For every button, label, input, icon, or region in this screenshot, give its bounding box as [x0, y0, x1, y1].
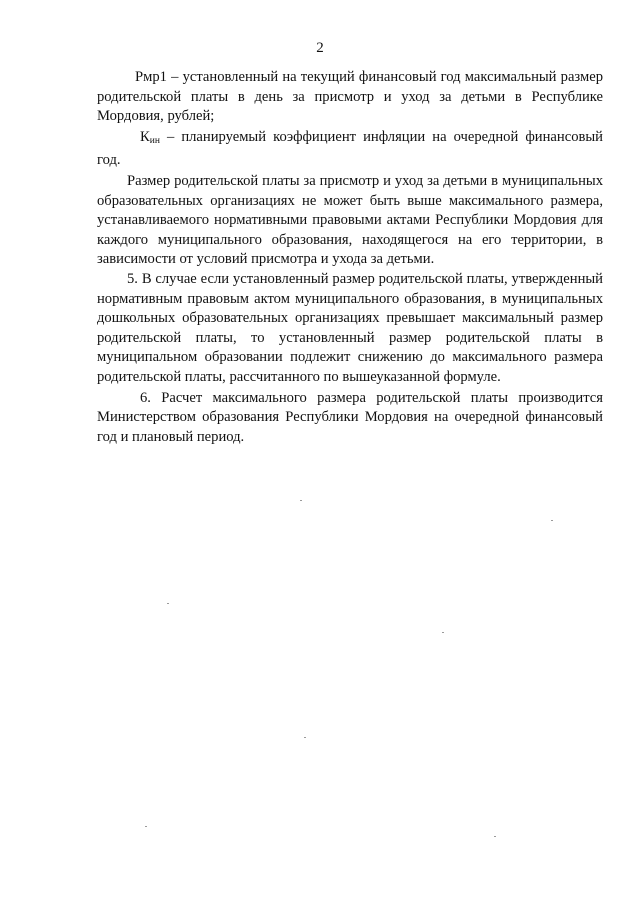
kin-subscript: ин: [149, 135, 160, 146]
document-body: [97, 68, 603, 447]
scan-speck: [442, 632, 444, 633]
clause-5-paragraph: 5. В случае если установленный размер родительской платы, утвержденный нормативным правовым актом муниципального образования, в муниципальных дошкольных образовательных организациях превышает максимальный размер родительской платы, то установленный размер родительской платы в муниципальном образовании подлежит снижению до максимального размера родительской платы, рассчитанного по вышеуказанной формуле.: [97, 270, 603, 385]
scan-speck: [551, 520, 553, 521]
clause-6-paragraph: 6. Расчет максимального размера родительской платы производится Министерством образования Республики Мордовия на очередной финансовый год и плановый период.: [97, 389, 603, 445]
scan-speck: [494, 836, 496, 837]
scan-speck: [145, 826, 147, 827]
limit-paragraph: Размер родительской платы за присмотр и уход за детьми в муниципальных образовательных организациях не может быть выше максимального размера, устанавливаемого нормативными правовыми актами Республики Мордовия для каждого муниципального образования, находящегося на его территории, в зависимости от условий присмотра и ухода за детьми.: [97, 172, 603, 268]
rmr1-definition-paragraph: Рмр1 – установленный на текущий финансовый год максимальный размер родительской платы в день за присмотр и уход за детьми в Республике Мордовия, рублей;: [97, 69, 603, 125]
scan-speck: [300, 500, 302, 501]
kin-symbol: К: [140, 128, 150, 145]
scan-speck: [167, 603, 169, 604]
kin-definition-paragraph: [97, 128, 603, 171]
page-number: 2: [316, 40, 324, 56]
kin-definition-text: – планируемый коэффициент инфляции на очередной финансовый год.: [97, 128, 603, 169]
scan-speck: [304, 737, 306, 738]
